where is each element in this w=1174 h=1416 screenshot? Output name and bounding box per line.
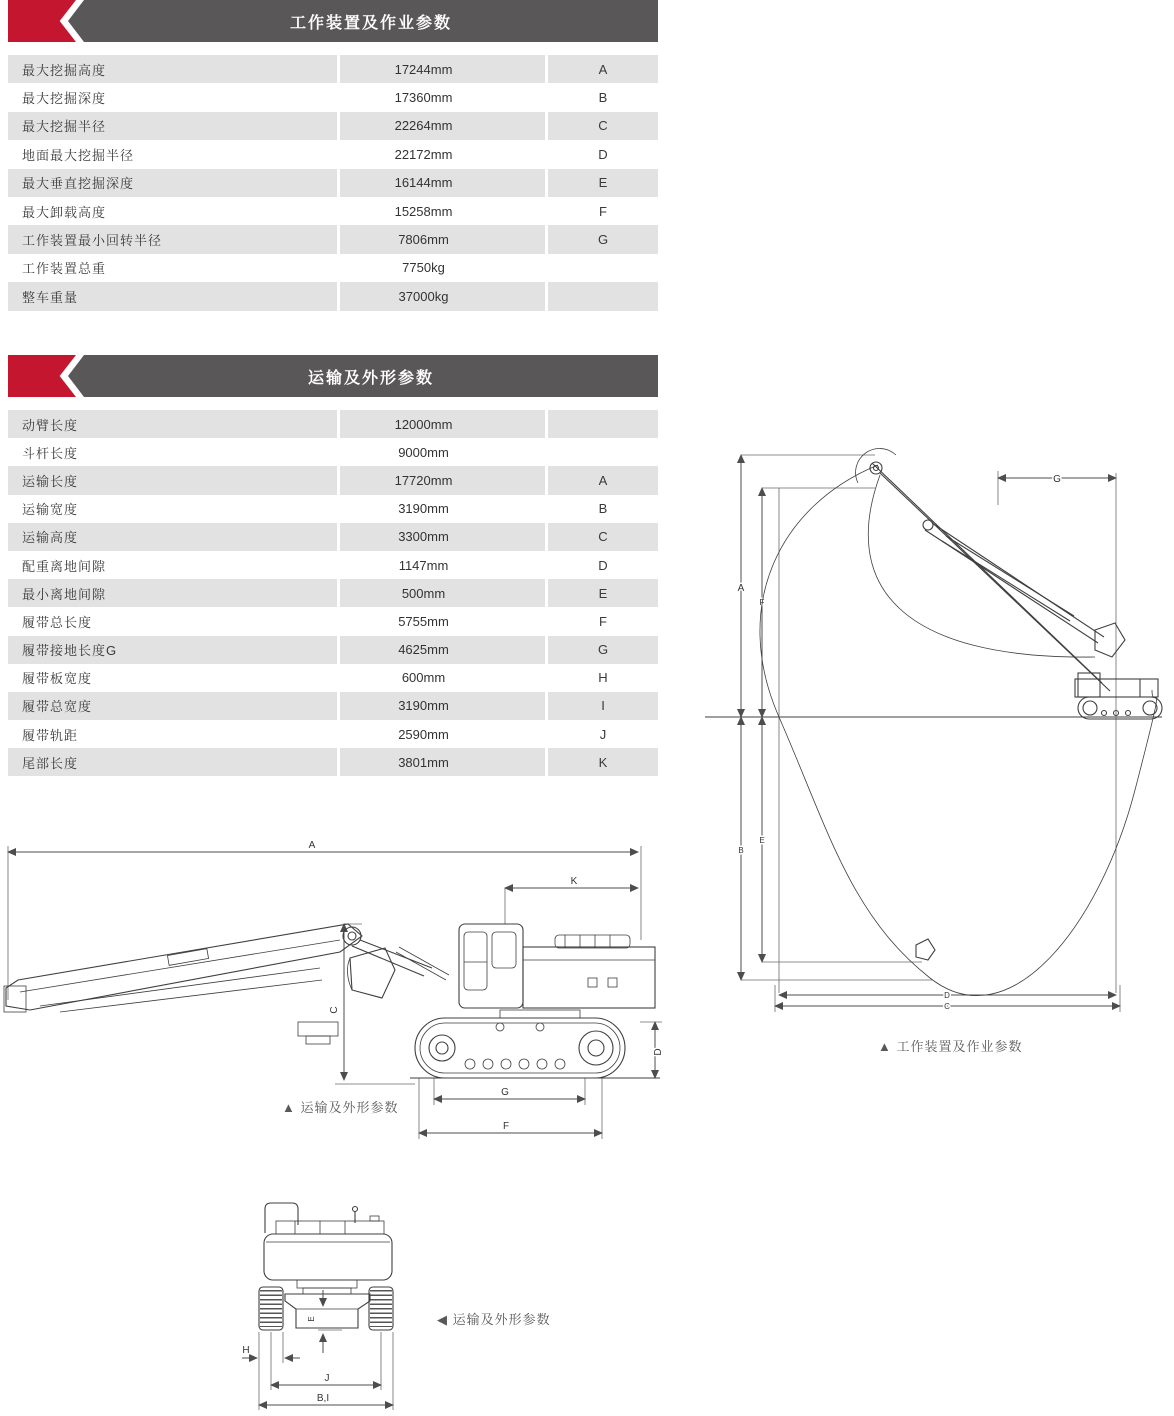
table-row xyxy=(8,438,658,466)
dim-label-b: B xyxy=(738,846,744,855)
work-params-table xyxy=(8,55,658,311)
dim-label-a: A xyxy=(308,840,316,851)
param-value: 1147mm xyxy=(340,551,545,579)
param-key: B xyxy=(548,495,658,523)
table-row xyxy=(8,692,658,720)
param-key: I xyxy=(548,692,658,720)
param-value: 17720mm xyxy=(340,466,545,494)
dim-label-k: K xyxy=(570,876,578,887)
rear-view-diagram xyxy=(200,1185,440,1416)
dim-label-bi: B,I xyxy=(316,1393,330,1404)
dimension-lines xyxy=(741,455,1120,1006)
param-key: K xyxy=(548,748,658,776)
table-row xyxy=(8,720,658,748)
param-key: J xyxy=(548,720,658,748)
caption-rear-view: ◀ 运输及外形参数 xyxy=(437,1312,551,1327)
table-row xyxy=(8,225,658,253)
excavator-silhouette xyxy=(870,462,1162,960)
section-header-work-params xyxy=(8,0,658,42)
param-value: 600mm xyxy=(340,664,545,692)
param-value: 22264mm xyxy=(340,112,545,140)
param-label: 最大挖掘深度 xyxy=(8,83,337,111)
excavator-side-view xyxy=(4,924,660,1078)
working-range-diagram xyxy=(700,445,1165,1020)
table-row xyxy=(8,636,658,664)
dim-label-c: C xyxy=(944,1002,950,1011)
param-label: 工作装置总重 xyxy=(8,254,337,282)
param-value: 3300mm xyxy=(340,523,545,551)
table-row xyxy=(8,523,658,551)
param-value: 5755mm xyxy=(340,607,545,635)
param-value: 16144mm xyxy=(340,169,545,197)
param-value: 500mm xyxy=(340,579,545,607)
reference-lines xyxy=(741,455,1120,1012)
caption-side-view: ▲ 运输及外形参数 xyxy=(282,1100,399,1115)
param-key xyxy=(548,282,658,310)
dim-label-e: E xyxy=(759,836,765,845)
param-label: 最大卸载高度 xyxy=(8,197,337,225)
dim-label-c: C xyxy=(329,1006,340,1014)
param-value: 15258mm xyxy=(340,197,545,225)
section-title: 运输及外形参数 xyxy=(307,369,434,387)
param-label: 尾部长度 xyxy=(8,748,337,776)
reference-lines xyxy=(8,846,662,1139)
param-key xyxy=(548,410,658,438)
param-value: 17244mm xyxy=(340,55,545,83)
table-row xyxy=(8,748,658,776)
table-row xyxy=(8,664,658,692)
param-key: B xyxy=(548,83,658,111)
table-row xyxy=(8,551,658,579)
param-key xyxy=(548,438,658,466)
param-value: 37000kg xyxy=(340,282,545,310)
param-label: 履带总宽度 xyxy=(8,692,337,720)
param-value: 17360mm xyxy=(340,83,545,111)
param-key: D xyxy=(548,140,658,168)
transport-params-table xyxy=(8,410,658,776)
table-row xyxy=(8,83,658,111)
param-value: 7750kg xyxy=(340,254,545,282)
param-key: G xyxy=(548,225,658,253)
param-value: 9000mm xyxy=(340,438,545,466)
table-row xyxy=(8,169,658,197)
table-row xyxy=(8,55,658,83)
red-chevron-decoration xyxy=(8,0,76,42)
param-label: 运输宽度 xyxy=(8,495,337,523)
param-key: A xyxy=(548,466,658,494)
table-row xyxy=(8,197,658,225)
param-value: 2590mm xyxy=(340,720,545,748)
param-label: 最小离地间隙 xyxy=(8,579,337,607)
param-label: 履带总长度 xyxy=(8,607,337,635)
param-label: 工作装置最小回转半径 xyxy=(8,225,337,253)
table-row xyxy=(8,112,658,140)
dim-label-d: D xyxy=(653,1048,664,1056)
digging-envelope-arcs xyxy=(760,449,1157,996)
dim-label-f: F xyxy=(502,1121,510,1132)
param-value: 3190mm xyxy=(340,692,545,720)
dim-label-j: J xyxy=(324,1373,330,1384)
param-value: 3190mm xyxy=(340,495,545,523)
param-label: 运输高度 xyxy=(8,523,337,551)
param-key: H xyxy=(548,664,658,692)
table-row xyxy=(8,282,658,310)
param-key: F xyxy=(548,607,658,635)
param-key: E xyxy=(548,169,658,197)
param-label: 斗杆长度 xyxy=(8,438,337,466)
table-row xyxy=(8,495,658,523)
param-label: 地面最大挖掘半径 xyxy=(8,140,337,168)
dim-label-h: H xyxy=(242,1345,250,1356)
param-key: G xyxy=(548,636,658,664)
param-key: C xyxy=(548,523,658,551)
param-value: 3801mm xyxy=(340,748,545,776)
section-header-transport-params xyxy=(8,355,658,397)
param-label: 整车重量 xyxy=(8,282,337,310)
param-label: 履带轨距 xyxy=(8,720,337,748)
excavator-rear-view xyxy=(259,1203,393,1330)
param-key: A xyxy=(548,55,658,83)
table-row xyxy=(8,579,658,607)
param-label: 最大挖掘高度 xyxy=(8,55,337,83)
param-label: 动臂长度 xyxy=(8,410,337,438)
table-row xyxy=(8,466,658,494)
dim-label-e: E xyxy=(307,1316,316,1322)
param-key: F xyxy=(548,197,658,225)
dim-label-g: G xyxy=(501,1087,509,1098)
dim-label-a: A xyxy=(737,583,745,594)
table-row xyxy=(8,254,658,282)
dim-label-g: G xyxy=(1053,474,1061,485)
param-label: 运输长度 xyxy=(8,466,337,494)
caption-working-range: ▲ 工作装置及作业参数 xyxy=(878,1039,1023,1054)
param-key: C xyxy=(548,112,658,140)
table-row xyxy=(8,607,658,635)
param-label: 最大挖掘半径 xyxy=(8,112,337,140)
param-label: 配重离地间隙 xyxy=(8,551,337,579)
param-label: 最大垂直挖掘深度 xyxy=(8,169,337,197)
param-key xyxy=(548,254,658,282)
param-key: E xyxy=(548,579,658,607)
param-value: 4625mm xyxy=(340,636,545,664)
param-key: D xyxy=(548,551,658,579)
param-value: 7806mm xyxy=(340,225,545,253)
dim-label-d: D xyxy=(944,991,950,1000)
param-label: 履带板宽度 xyxy=(8,664,337,692)
param-label: 履带接地长度G xyxy=(8,636,337,664)
table-row xyxy=(8,410,658,438)
red-chevron-decoration xyxy=(8,355,76,397)
section-title: 工作装置及作业参数 xyxy=(289,14,452,32)
dim-label-f: F xyxy=(759,598,765,607)
param-value: 12000mm xyxy=(340,410,545,438)
param-value: 22172mm xyxy=(340,140,545,168)
table-row xyxy=(8,140,658,168)
dimension-lines xyxy=(8,852,655,1133)
